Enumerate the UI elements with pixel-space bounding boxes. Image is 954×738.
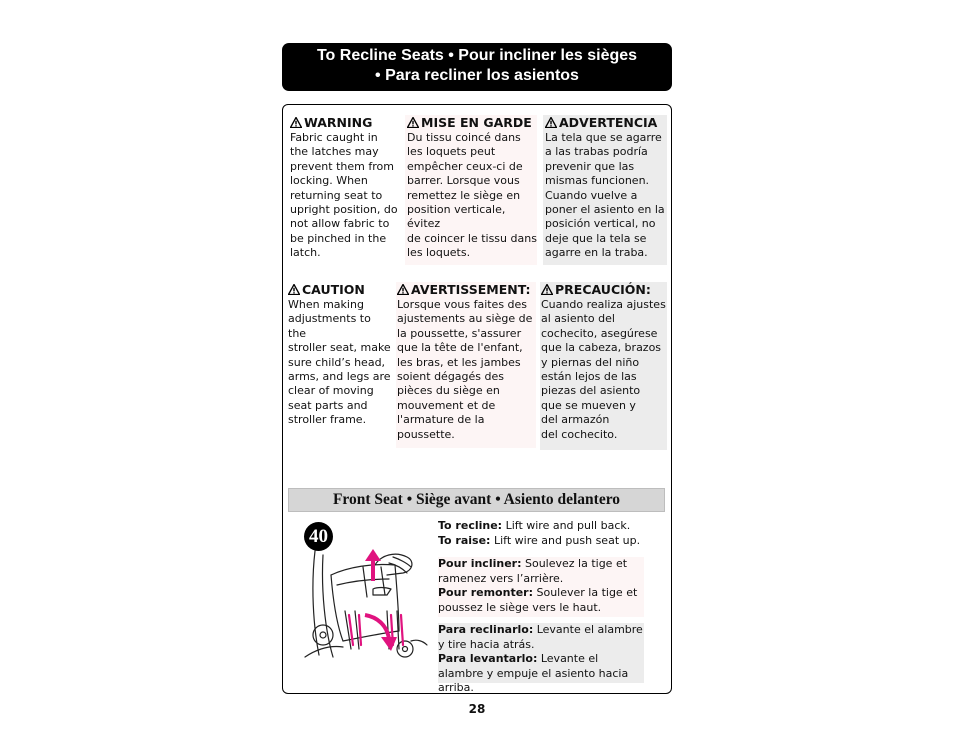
recline-text-es: Levante el alambre y tire hacia atrás. <box>438 623 643 651</box>
raise-text-en: Lift wire and push seat up. <box>490 533 641 547</box>
advertencia-body: La tela que se agarre a las trabas podría prevenir que las mismas funcionen. Cuando vuelve a poner el asiento en la posición vertical, no deje que la tela se agarre en la traba. <box>545 131 665 260</box>
instructions-es <box>438 623 644 695</box>
page-banner <box>282 43 672 91</box>
caution-notice-fr <box>396 282 536 448</box>
caution-heading: CAUTION <box>302 282 365 297</box>
recline-text-en: Lift wire and pull back. <box>502 519 631 532</box>
recline-text-fr: Soulevez la tige et ramenez vers l’arrière. <box>438 557 628 585</box>
warning-notice-en <box>290 115 400 263</box>
avertissement-heading: AVERTISSEMENT: <box>411 282 531 297</box>
raise-text-es: Levante el alambre y empuje el asiento hacia arriba. <box>438 652 629 695</box>
warning-heading: WARNING <box>304 115 373 130</box>
warning-body: Fabric caught in the latches may prevent them from locking. When returning seat to upright position, do not allow fabric to be pinched in the latch. <box>290 131 398 260</box>
recline-label-fr: Pour incliner: <box>438 557 522 570</box>
instructions-en <box>438 519 648 548</box>
step-number-badge: 40 <box>304 522 333 551</box>
front-seat-section-title: Front Seat • Siège avant • Asiento delantero <box>288 488 665 512</box>
page-number: 28 <box>468 702 486 716</box>
raise-text-fr: Soulever la tige et poussez le siège vers le haut. <box>438 586 638 614</box>
warning-notice-es <box>543 115 667 265</box>
recline-label-es: Para reclinarlo: <box>438 623 534 636</box>
mise-en-garde-body: Du tissu coincé dans les loquets peut empêcher ceux-ci de barrer. Lorsque vous remettez le siège en position verticale, évitez de coincer le tissu dans les loquets. <box>407 131 537 260</box>
raise-label-fr: Pour remonter: <box>438 586 533 600</box>
raise-label-en: To raise: <box>438 533 491 547</box>
warning-triangle-icon <box>288 284 300 295</box>
warning-triangle-icon <box>290 117 302 128</box>
raise-label-es: Para levantarlo: <box>438 652 538 666</box>
instructions-fr <box>438 557 644 617</box>
precaucion-heading: PRECAUCIÓN: <box>555 282 651 297</box>
seat-recline-illustration <box>303 545 428 663</box>
caution-body: When making adjustments to the stroller seat, make sure child’s head, arms, and legs are clear of moving seat parts and stroller frame. <box>288 298 391 427</box>
precaucion-body: Cuando realiza ajustes al asiento del cochecito, asegúrese que la cabeza, brazos y piernas del niño están lejos de las piezas del asiento que se mueven y del armazón del cochecito. <box>541 298 666 441</box>
banner-line-2: • Para recliner los asientos <box>375 67 579 84</box>
mise-en-garde-heading: MISE EN GARDE <box>421 115 532 130</box>
warning-triangle-icon <box>407 117 419 128</box>
warning-triangle-icon <box>397 284 409 295</box>
warning-notice-fr <box>405 115 537 265</box>
recline-label-en: To recline: <box>438 519 503 532</box>
banner-line-1: To Recline Seats • Pour incliner les sièges <box>316 47 638 64</box>
warning-triangle-icon <box>541 284 553 295</box>
warning-triangle-icon <box>545 117 557 128</box>
avertissement-body: Lorsque vous faites des ajustements au siège de la poussette, s'assurer que la tête de l'enfant, les bras, et les jambes soient dégagés des pièces du siège en mouvement et de l'armature de la poussette. <box>397 298 533 441</box>
advertencia-heading: ADVERTENCIA <box>559 115 658 130</box>
caution-notice-en <box>288 282 392 427</box>
caution-notice-es <box>540 282 667 450</box>
